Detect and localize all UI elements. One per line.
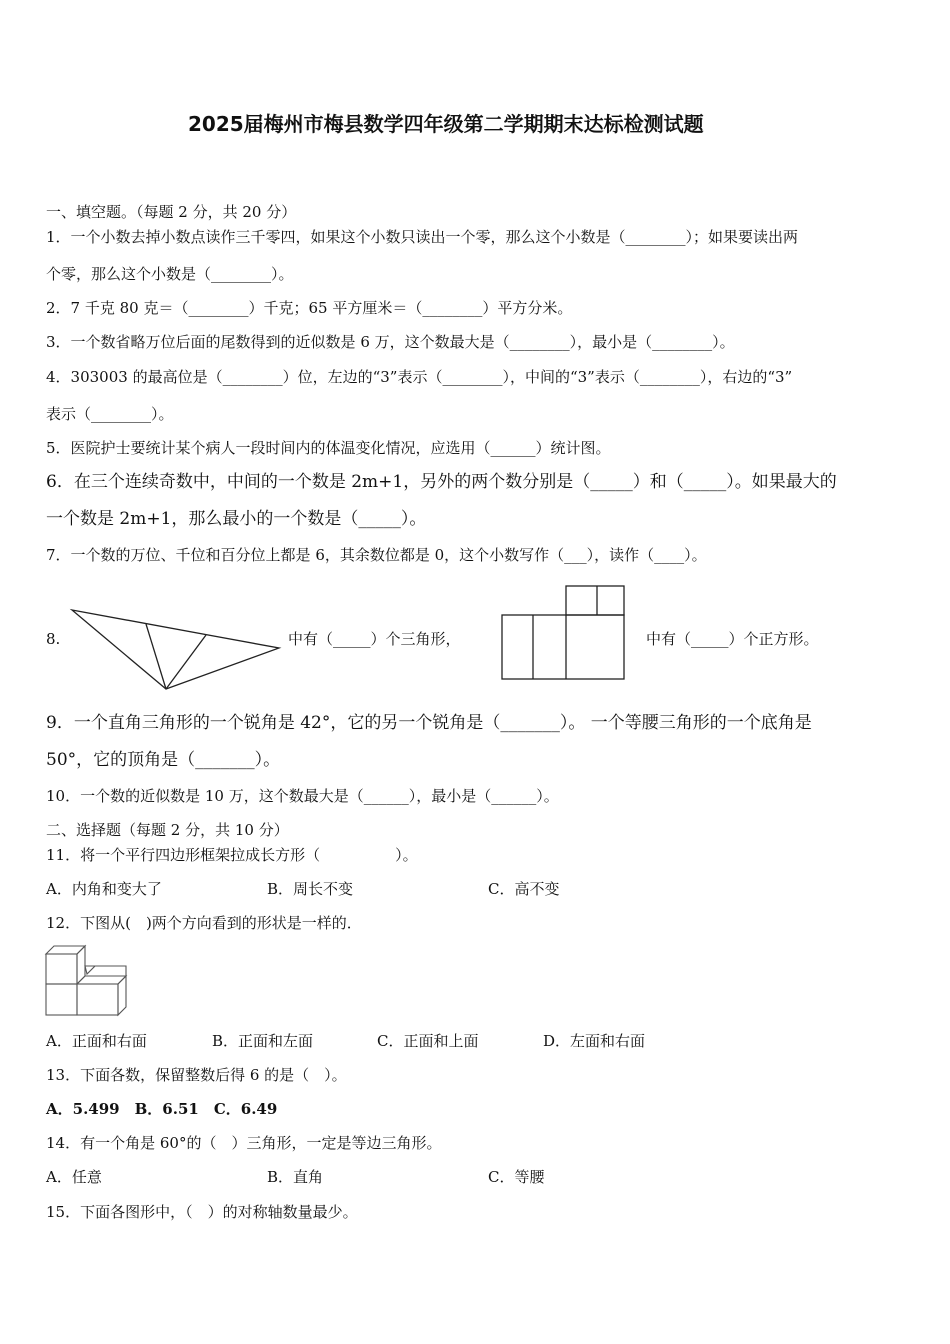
cube-edge	[46, 946, 85, 954]
cube-edge	[85, 966, 95, 974]
question-1-line1: 1．一个小数去掉小数点读作三千零四，如果这个小数只读出一个零，那么这个小数是（________）；如果要读出两	[46, 228, 799, 246]
square-bottom	[502, 615, 624, 679]
cube-stack-figure	[44, 944, 132, 1018]
square-top	[566, 586, 624, 615]
cube-face	[46, 984, 77, 1015]
q12-option-c: C．正面和上面	[377, 1032, 479, 1050]
q14-option-c: C．等腰	[488, 1168, 545, 1186]
q11-option-a: A．内角和变大了	[46, 880, 162, 898]
question-13: 13．下面各数，保留整数后得 6 的是（ ）。	[46, 1066, 347, 1084]
q14-option-a: A．任意	[46, 1168, 102, 1186]
question-8-triangle-text: 中有（_____）个三角形，	[288, 630, 461, 648]
q11-option-c: C．高不变	[488, 880, 560, 898]
question-2: 2．7 千克 80 克＝（________）千克；65 平方厘米＝（________）平方分米。	[46, 299, 573, 317]
question-14: 14．有一个角是 60°的（ ）三角形，一定是等边三角形。	[46, 1134, 442, 1152]
question-12: 12．下图从( )两个方向看到的形状是一样的．	[46, 914, 362, 932]
q12-option-a: A．正面和右面	[46, 1032, 147, 1050]
cube-edge	[77, 946, 85, 984]
question-3: 3．一个数省略万位后面的尾数得到的近似数是 6 万，这个数最大是（________），最小是（________）。	[46, 333, 735, 351]
question-15: 15．下面各图形中，（ ）的对称轴数量最少。	[46, 1203, 358, 1221]
q12-option-b: B．正面和左面	[212, 1032, 314, 1050]
question-6-line2: 一个数是 2m+1，那么最小的一个数是（_____）。	[46, 509, 427, 529]
q12-option-d: D．左面和右面	[543, 1032, 646, 1050]
question-7: 7．一个数的万位、千位和百分位上都是 6，其余数位都是 0，这个小数写作（___），读作（____）。	[46, 546, 707, 564]
question-4-line2: 表示（________）。	[46, 405, 174, 423]
triangle-inner-line	[166, 635, 206, 689]
question-4-line1: 4．303003 的最高位是（________）位，左边的“3”表示（________），中间的“3”表示（________），右边的“3”	[46, 368, 793, 386]
cube-face	[46, 954, 77, 984]
q13-options: A．5.499 B．6.51 C．6.49	[46, 1100, 278, 1118]
question-6-line1: 6．在三个连续奇数中，中间的一个数是 2m+1，另外的两个数分别是（_____）和（_____）。如果最大的	[46, 472, 837, 492]
cube-face	[77, 984, 118, 1015]
section2-heading: 二、选择题（每题 2 分，共 10 分）	[46, 821, 289, 839]
question-1-line2: 个零，那么这个小数是（________）。	[46, 265, 294, 283]
question-9-line1: 9．一个直角三角形的一个锐角是 42°，它的另一个锐角是（_______）。 一个等腰三角形的一个底角是	[46, 713, 812, 733]
question-11: 11．将一个平行四边形框架拉成长方形（ ）。	[46, 846, 418, 864]
q14-option-b: B．直角	[267, 1168, 324, 1186]
triangle-figure	[70, 605, 285, 695]
section1-heading: 一、填空题。（每题 2 分，共 20 分）	[46, 203, 297, 221]
question-5: 5．医院护士要统计某个病人一段时间内的体温变化情况，应选用（______）统计图。	[46, 439, 611, 457]
cube-edge	[95, 966, 126, 976]
cube-edge	[118, 976, 126, 1015]
page-title: 2025届梅州市梅县数学四年级第二学期期末达标检测试题	[188, 112, 704, 136]
question-9-line2: 50°，它的顶角是（_______）。	[46, 750, 281, 770]
question-10: 10．一个数的近似数是 10 万，这个数最大是（______），最小是（______）。	[46, 787, 559, 805]
squares-figure	[500, 584, 630, 684]
question-8-number: 8.	[46, 630, 61, 648]
triangle-inner-line	[146, 624, 166, 689]
q11-option-b: B．周长不变	[267, 880, 354, 898]
question-8-square-text: 中有（_____）个正方形。	[646, 630, 819, 648]
